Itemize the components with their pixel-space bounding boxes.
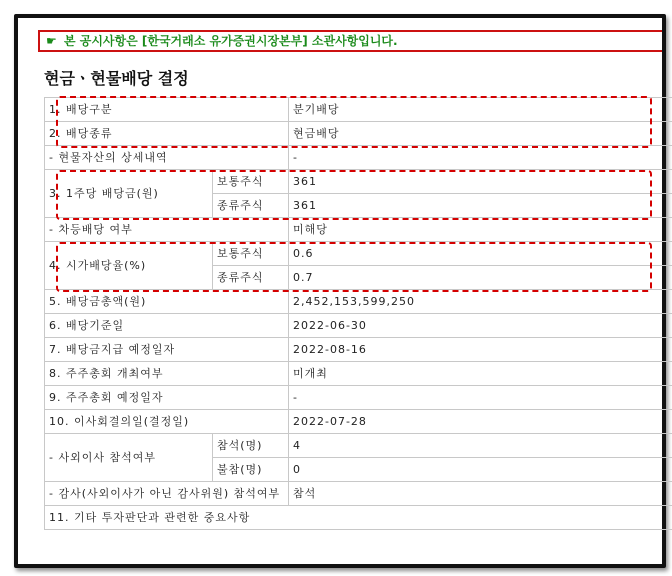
row-value: 0.7	[289, 266, 672, 290]
row-sublabel: 보통주식	[213, 242, 289, 266]
row-sublabel: 참석(명)	[213, 434, 289, 458]
row-label: - 차등배당 여부	[45, 218, 289, 242]
row-value: -	[289, 386, 672, 410]
row-label: 4. 시가배당율(%)	[45, 242, 213, 290]
table-row	[45, 314, 672, 338]
table-row	[45, 290, 672, 314]
row-label: - 감사(사외이사가 아닌 감사위원) 참석여부	[45, 482, 289, 506]
row-sublabel: 종류주식	[213, 266, 289, 290]
row-label: 2. 배당종류	[45, 122, 289, 146]
row-value: 361	[289, 170, 672, 194]
table-row	[45, 218, 672, 242]
row-value: 분기배당	[289, 98, 672, 122]
row-sublabel: 보통주식	[213, 170, 289, 194]
table-row	[45, 122, 672, 146]
notice-text: 본 공시사항은 [한국거래소 유가증권시장본부] 소관사항입니다.	[63, 34, 398, 48]
row-value: 0	[289, 458, 672, 482]
row-label: - 사외이사 참석여부	[45, 434, 213, 482]
row-sublabel: 불참(명)	[213, 458, 289, 482]
row-sublabel: 종류주식	[213, 194, 289, 218]
row-label: - 현물자산의 상세내역	[45, 146, 289, 170]
row-label: 7. 배당금지급 예정일자	[45, 338, 289, 362]
table-row	[45, 170, 672, 194]
row-label: 5. 배당금총액(원)	[45, 290, 289, 314]
row-value: 2022-08-16	[289, 338, 672, 362]
row-value: 2,452,153,599,250	[289, 290, 672, 314]
row-value: -	[289, 146, 672, 170]
row-label: 3. 1주당 배당금(원)	[45, 170, 213, 218]
row-label: 8. 주주총회 개최여부	[45, 362, 289, 386]
page-title: 현금ㆍ현물배당 결정	[44, 69, 189, 88]
row-value: 미해당	[289, 218, 672, 242]
table-row	[45, 434, 672, 458]
table-row	[45, 338, 672, 362]
row-value: 0.6	[289, 242, 672, 266]
table-row	[45, 242, 672, 266]
row-value: 참석	[289, 482, 672, 506]
row-label: 9. 주주총회 예정일자	[45, 386, 289, 410]
table-row	[45, 98, 672, 122]
disclosure-notice	[38, 30, 666, 52]
table-row	[45, 410, 672, 434]
row-value: 361	[289, 194, 672, 218]
row-value: 현금배당	[289, 122, 672, 146]
table-row	[45, 482, 672, 506]
table-row	[45, 362, 672, 386]
row-label: 1. 배당구분	[45, 98, 289, 122]
row-value: 2022-06-30	[289, 314, 672, 338]
dividend-table	[44, 97, 672, 530]
row-label: 11. 기타 투자판단과 관련한 중요사항	[45, 506, 672, 530]
row-value: 미개최	[289, 362, 672, 386]
row-label: 10. 이사회결의일(결정일)	[45, 410, 289, 434]
row-value: 4	[289, 434, 672, 458]
table-row	[45, 506, 672, 530]
row-label: 6. 배당기준일	[45, 314, 289, 338]
row-value: 2022-07-28	[289, 410, 672, 434]
table-row	[45, 146, 672, 170]
table-row	[45, 386, 672, 410]
pointing-hand-icon: ☛	[46, 34, 57, 48]
